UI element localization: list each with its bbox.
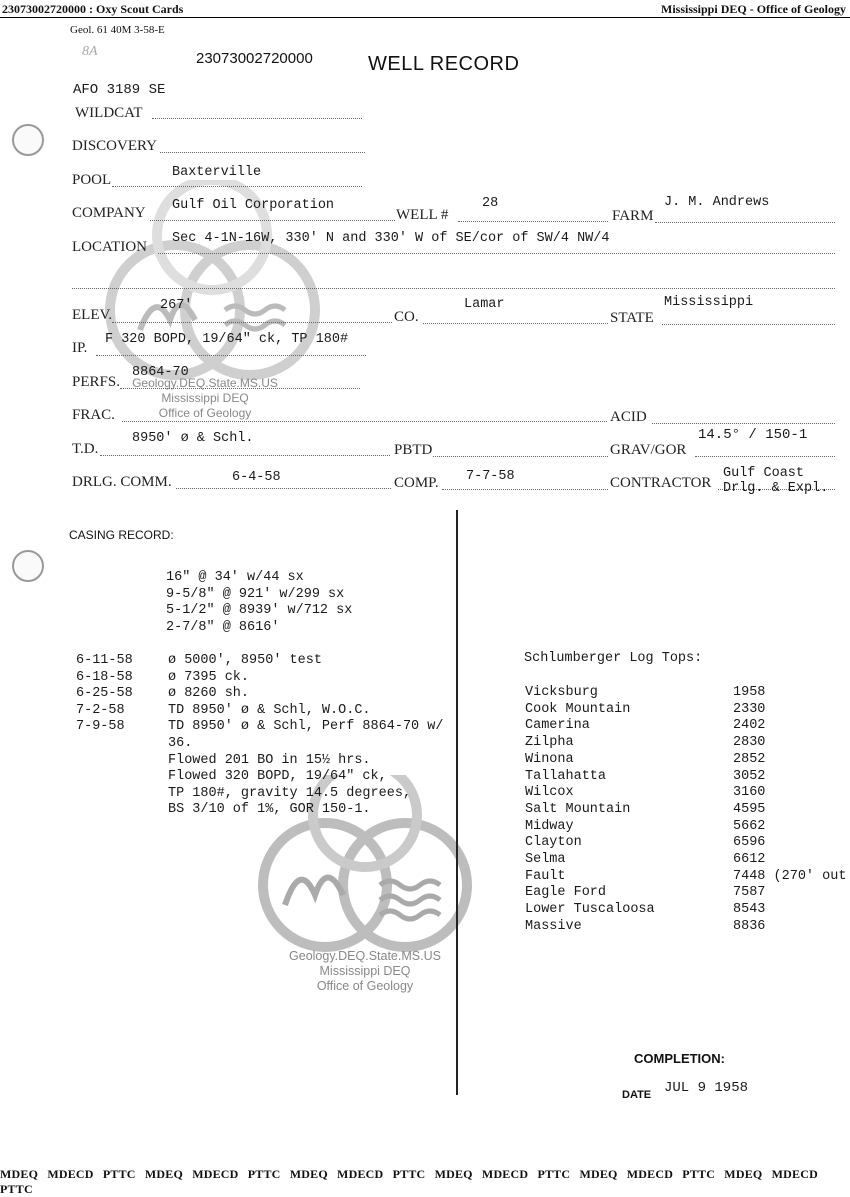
- history-row: [76, 802, 443, 819]
- contractor-line-1: Gulf Coast: [723, 466, 805, 481]
- log-top-depth: 2830: [733, 735, 766, 751]
- location-value: Sec 4-1N-16W, 330' N and 330' W of SE/cor of SW/4 NW/4: [172, 231, 610, 246]
- grav-label: GRAV/GOR: [610, 442, 687, 458]
- log-top-depth: 2330: [733, 701, 766, 717]
- td-line: [100, 455, 390, 456]
- company-value: Gulf Oil Corporation: [172, 198, 335, 213]
- log-top-name: Wilcox: [525, 785, 574, 801]
- log-top-name: Tallahatta: [525, 768, 607, 784]
- casing-line: 2-7/8" @ 8616': [166, 619, 280, 635]
- log-top-name: Winona: [525, 751, 574, 767]
- log-top-name: Zilpha: [525, 735, 574, 751]
- log-top-name: Lower Tuscaloosa: [525, 902, 655, 918]
- watermark-line1: Geology.DEQ.State.MS.US: [289, 949, 441, 963]
- state-line: [662, 324, 835, 325]
- history-text: ø 5000', 8950' test: [168, 653, 322, 668]
- comp-label: COMP.: [394, 475, 439, 491]
- contractor-line-2: Drlg. & Expl.: [723, 481, 829, 496]
- log-top-name: Massive: [525, 918, 582, 934]
- history-text: Flowed 320 BOPD, 19/64" ck,: [168, 769, 387, 785]
- casing-record-title: CASING RECORD:: [69, 528, 174, 542]
- state-label: STATE: [610, 310, 654, 326]
- grav-value: 14.5° / 150-1: [698, 427, 808, 443]
- acid-line: [652, 423, 835, 424]
- history-row: [76, 769, 443, 786]
- ip-label: IP.: [72, 340, 88, 356]
- location-label: LOCATION: [72, 239, 147, 255]
- acid-label: ACID: [610, 409, 647, 425]
- history-date: 7-9-58: [76, 719, 125, 735]
- log-top-depth: 3052: [733, 768, 766, 784]
- watermark-text-lower: [255, 949, 475, 994]
- log-top-row: [525, 919, 846, 936]
- elev-label: ELEV.: [72, 307, 113, 323]
- log-tops-list: [525, 685, 846, 936]
- watermark-line2: Mississippi DEQ: [161, 391, 249, 405]
- history-text: BS 3/10 of 1%, GOR 150-1.: [168, 802, 371, 818]
- column-divider: [456, 510, 458, 1095]
- log-top-depth: 8543: [733, 902, 766, 918]
- history-text: ø 7395 ck.: [168, 669, 250, 685]
- log-top-depth: 4595: [733, 801, 766, 817]
- company-label: COMPANY: [72, 205, 146, 221]
- location-line: [158, 253, 835, 254]
- log-top-depth: 6612: [733, 852, 766, 868]
- watermark-line2: Mississippi DEQ: [319, 964, 411, 978]
- contractor-value: [723, 466, 828, 496]
- wildcat-line: [152, 118, 362, 119]
- td-value: 8950' ø & Schl.: [132, 431, 254, 446]
- handwritten-scribble: 8A: [82, 44, 98, 59]
- log-top-depth: 6596: [733, 835, 766, 851]
- header-divider: [0, 17, 850, 18]
- log-top-depth: 5662: [733, 818, 766, 834]
- log-top-row: [525, 702, 846, 719]
- wildcat-label: WILDCAT: [75, 105, 143, 121]
- log-top-name: Vicksburg: [525, 685, 598, 700]
- footer-strip: MDEQ MDECD PTTC MDEQ MDECD PTTC MDEQ MDECD PTTC MDEQ MDECD PTTC MDEQ MDECD PTTC MDEQ MDECD PTTC: [0, 1167, 818, 1196]
- form-code: Geol. 61 40M 3-58-E: [70, 24, 165, 36]
- casing-line: 16" @ 34' w/44 sx: [166, 570, 304, 585]
- history-list: [76, 653, 443, 819]
- farm-label: FARM: [612, 208, 654, 224]
- history-date: 6-11-58: [76, 653, 133, 668]
- elev-line: [112, 322, 392, 323]
- grav-line: [695, 456, 835, 457]
- page-title: WELL RECORD: [368, 53, 520, 75]
- comp-line: [442, 489, 608, 490]
- location-line-2: [72, 288, 835, 289]
- watermark-line3: Office of Geology: [158, 406, 252, 420]
- log-top-row: [525, 685, 846, 702]
- history-row: [76, 736, 443, 753]
- drlg-comm-label: DRLG. COMM.: [72, 474, 172, 490]
- log-top-name: Fault: [525, 868, 566, 884]
- farm-line: [655, 222, 835, 223]
- log-top-depth: 7587: [733, 885, 766, 901]
- log-top-depth: 3160: [733, 785, 766, 801]
- perfs-label: PERFS.: [72, 374, 120, 390]
- contractor-label: CONTRACTOR: [610, 475, 712, 491]
- discovery-label: DISCOVERY: [72, 138, 158, 154]
- history-text: ø 8260 sh.: [168, 686, 250, 702]
- well-line: [458, 221, 608, 222]
- log-top-name: Salt Mountain: [525, 801, 631, 817]
- log-top-depth: 8836: [733, 918, 766, 934]
- log-top-name: Selma: [525, 852, 566, 868]
- history-text: TP 180#, gravity 14.5 degrees,: [168, 785, 412, 801]
- discovery-line: [160, 152, 365, 153]
- county-line: [423, 323, 608, 324]
- drlg-comm-line: [176, 488, 391, 489]
- completion-label: COMPLETION:: [634, 1051, 725, 1066]
- ip-line: [96, 355, 366, 356]
- api-number: 23073002720000: [196, 50, 313, 67]
- history-text: 36.: [168, 735, 193, 751]
- completion-date-value: JUL 9 1958: [664, 1080, 749, 1096]
- log-top-name: Clayton: [525, 835, 582, 851]
- history-text: TD 8950' ø & Schl, W.O.C.: [168, 702, 371, 718]
- history-row: [76, 653, 443, 670]
- log-top-name: Cook Mountain: [525, 701, 631, 717]
- log-top-row: [525, 769, 846, 786]
- pool-label: POOL: [72, 172, 112, 188]
- state-value: Mississippi: [664, 295, 754, 310]
- log-top-row: [525, 885, 846, 902]
- history-row: [76, 686, 443, 703]
- afo-number: AFO 3189 SE: [73, 82, 166, 98]
- pbtd-line: [433, 456, 608, 457]
- log-top-name: Camerina: [525, 718, 590, 734]
- comp-value: 7-7-58: [466, 469, 515, 484]
- log-top-depth: 1958: [733, 685, 766, 700]
- log-top-row: [525, 819, 846, 836]
- casing-line: 5-1/2" @ 8939' w/712 sx: [166, 603, 353, 618]
- history-date: 6-25-58: [76, 686, 133, 702]
- log-top-name: Eagle Ford: [525, 885, 607, 901]
- frac-label: FRAC.: [72, 407, 115, 423]
- drlg-comm-value: 6-4-58: [232, 470, 281, 485]
- watermark-line3: Office of Geology: [316, 979, 414, 993]
- casing-line: 9-5/8" @ 921' w/299 sx: [166, 586, 345, 602]
- log-tops-title: Schlumberger Log Tops:: [524, 651, 703, 666]
- log-top-depth: 7448: [733, 868, 766, 884]
- watermark-line1: Geology.DEQ.State.MS.US: [132, 376, 278, 390]
- log-top-row: [525, 802, 846, 819]
- log-top-row: [525, 902, 846, 919]
- well-value: 28: [482, 196, 499, 211]
- frac-line: [122, 421, 607, 422]
- history-date: 6-18-58: [76, 669, 133, 685]
- history-row: [76, 753, 443, 770]
- county-value: Lamar: [464, 297, 505, 312]
- log-top-row: [525, 869, 846, 886]
- log-top-row: [525, 735, 846, 752]
- well-label: WELL #: [396, 207, 449, 223]
- history-row: [76, 719, 443, 736]
- company-line: [150, 220, 395, 221]
- punch-hole-middle: [12, 550, 44, 582]
- pool-value: Baxterville: [172, 165, 262, 180]
- history-text: Flowed 201 BO in 15½ hrs.: [168, 752, 371, 768]
- log-top-row: [525, 752, 846, 769]
- log-top-row: [525, 852, 846, 869]
- watermark-text-upper: [95, 376, 315, 421]
- log-top-depth: 2852: [733, 751, 766, 767]
- pbtd-label: PBTD: [394, 442, 433, 458]
- log-top-row: [525, 718, 846, 735]
- history-row: [76, 703, 443, 720]
- header-left: 23073002720000 : Oxy Scout Cards: [2, 2, 184, 16]
- elev-value: 267': [160, 298, 193, 313]
- pool-line: [112, 186, 362, 187]
- completion-date-label: DATE: [622, 1089, 652, 1101]
- td-label: T.D.: [72, 441, 99, 457]
- punch-hole-top: [12, 124, 44, 156]
- log-top-name: Midway: [525, 818, 574, 834]
- log-top-row: [525, 785, 846, 802]
- ip-value: F 320 BOPD, 19/64" ck, TP 180#: [105, 332, 349, 347]
- history-row: [76, 670, 443, 687]
- log-top-depth: 2402: [733, 718, 766, 734]
- farm-value: J. M. Andrews: [664, 195, 770, 210]
- history-date: 7-2-58: [76, 702, 125, 718]
- county-label: CO.: [394, 309, 419, 325]
- perfs-value: 8864-70: [132, 365, 189, 380]
- header-right: Mississippi DEQ - Office of Geology: [661, 2, 846, 16]
- log-top-row: [525, 835, 846, 852]
- log-top-note: (270' out: [773, 868, 847, 884]
- history-text: TD 8950' ø & Schl, Perf 8864-70 w/: [168, 719, 444, 735]
- perfs-line: [120, 388, 360, 389]
- casing-list: [166, 570, 352, 636]
- history-row: [76, 786, 443, 803]
